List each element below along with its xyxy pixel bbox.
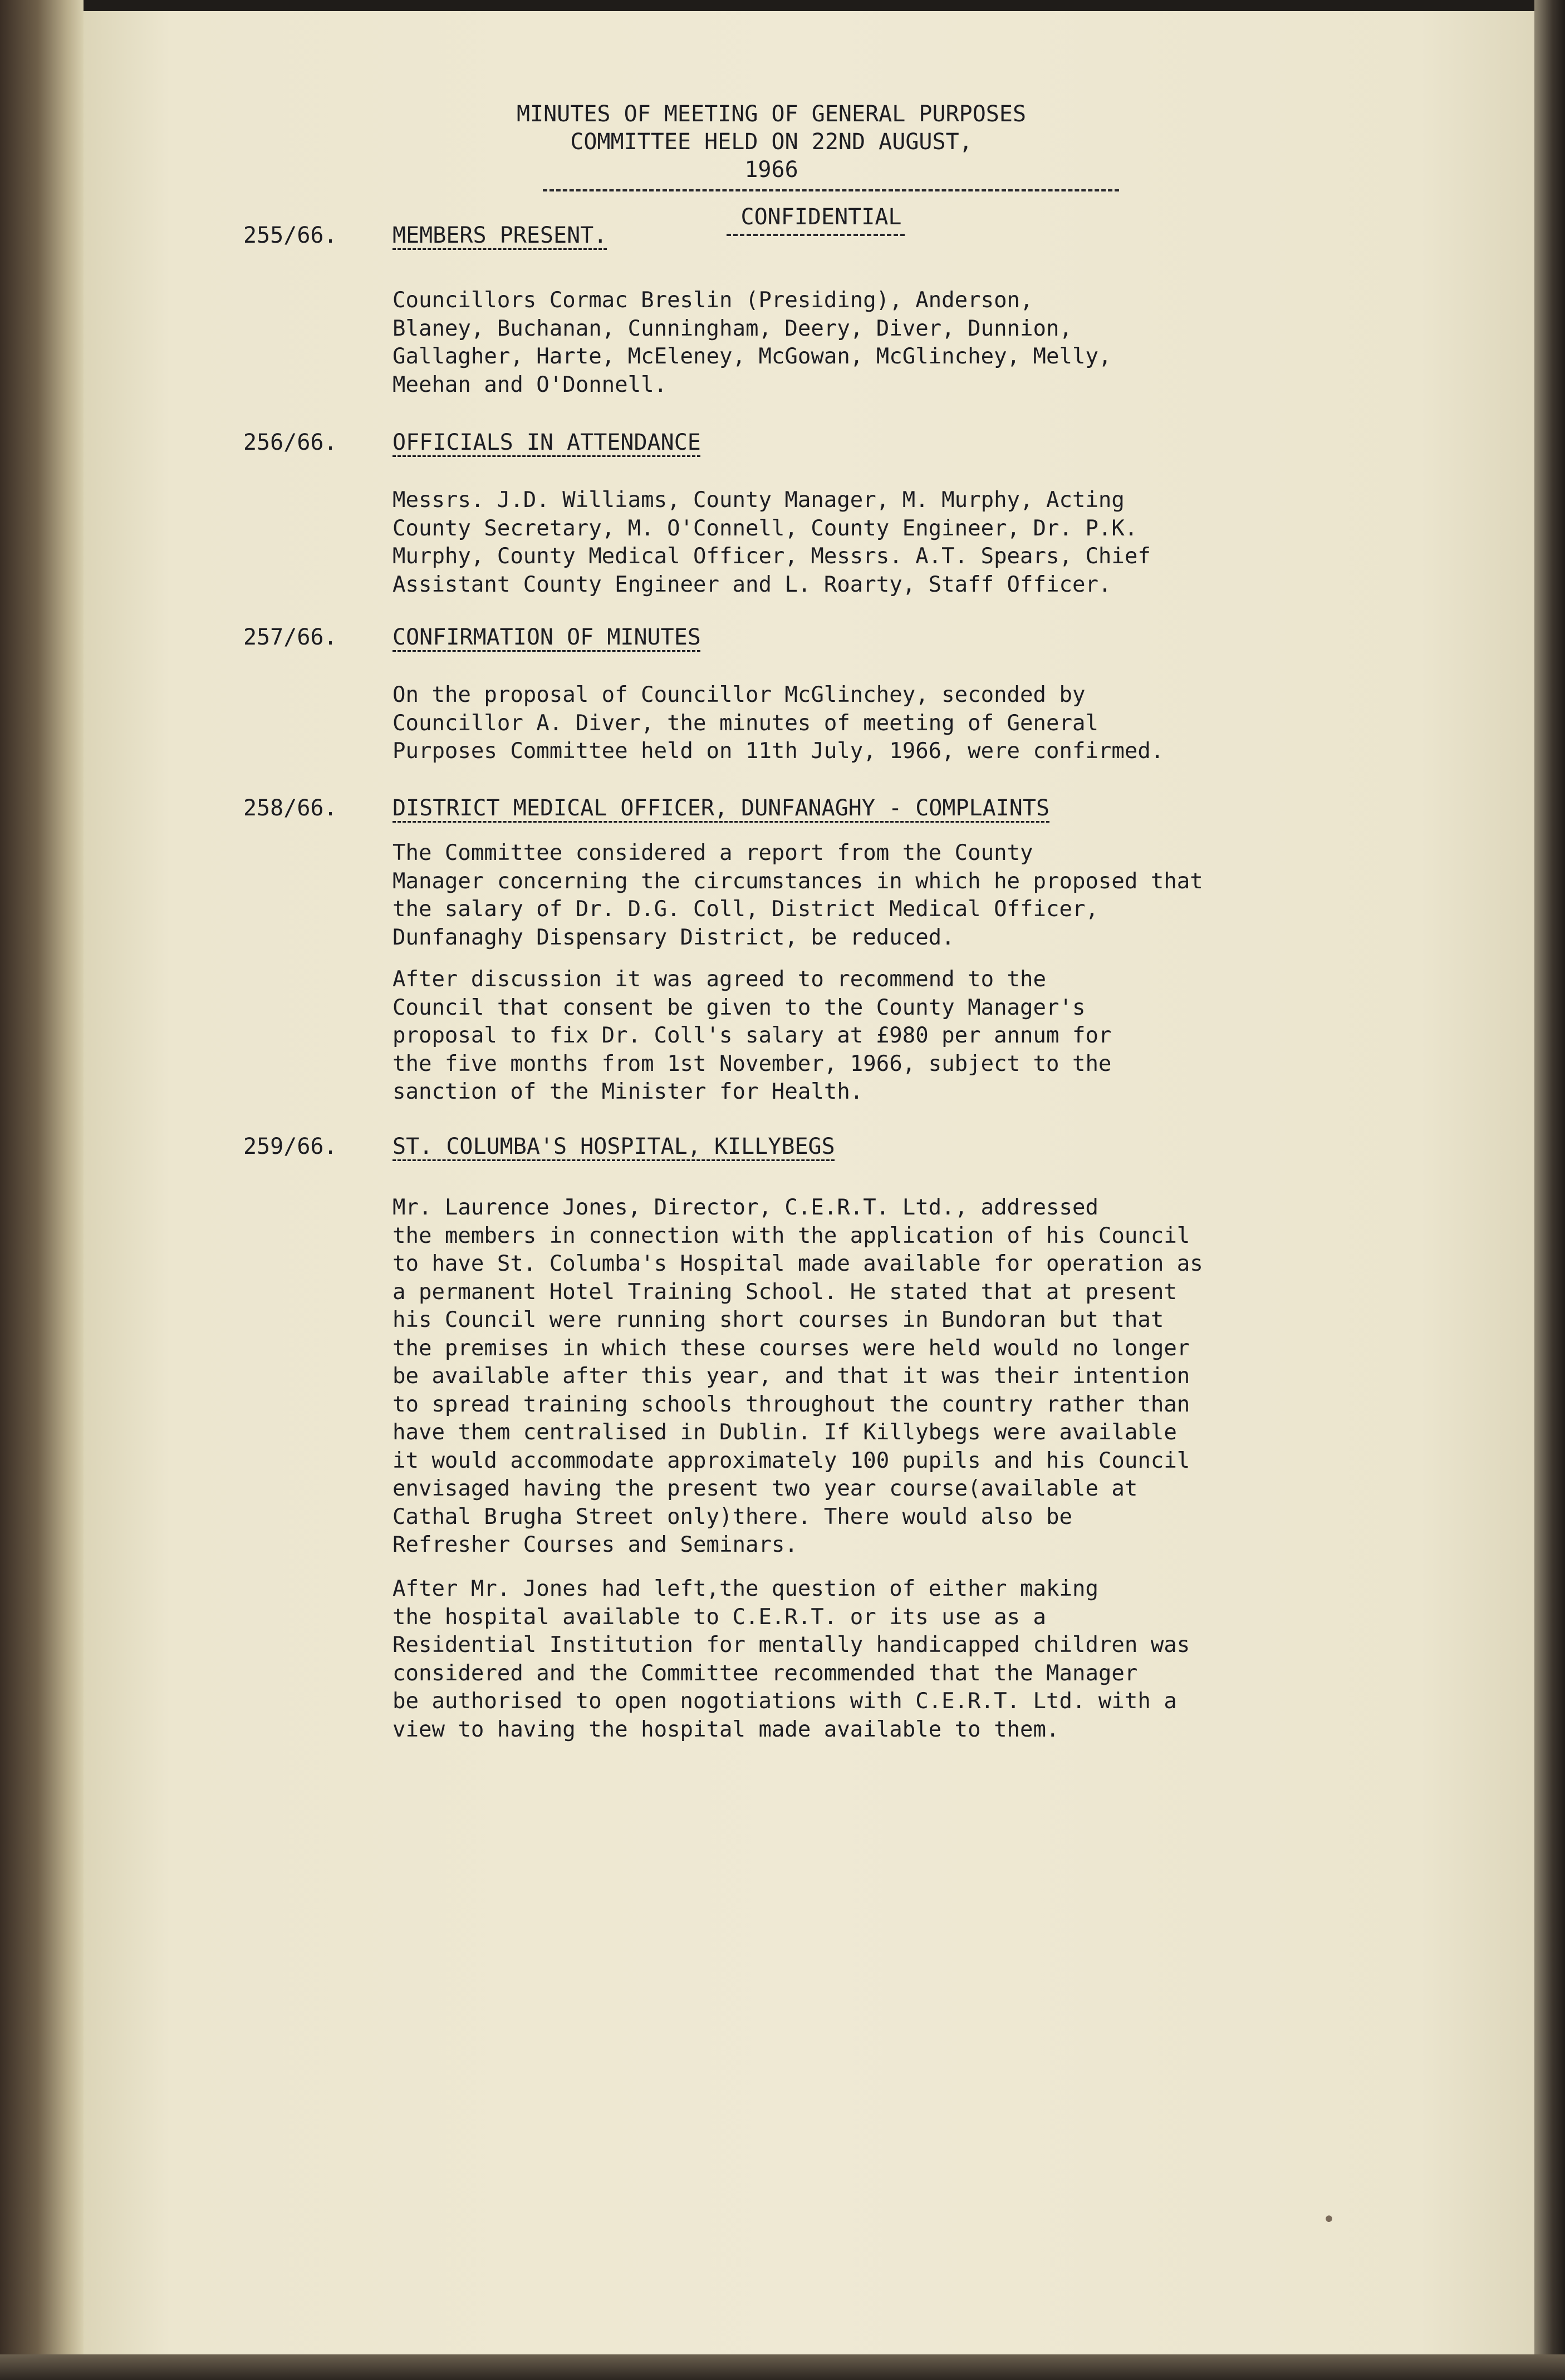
title-line-2: COMMITTEE HELD ON 22ND AUGUST, <box>570 129 973 155</box>
officials-text: Messrs. J.D. Williams, County Manager, M. Murphy, Acting County Secretary, M. O'Connell, County Engineer, Dr. P.K. Murphy, County Medical Officer, Messrs. A.T. Spears, Chief Assistant County Engineer and L. Roarty, Staff Officer. <box>393 488 1151 597</box>
dmo-paragraph-2: After discussion it was agreed to recommend to the Council that consent be given to the County Manager's proposal to fix Dr. Coll's salary at £980 per annum for the five months from 1st November, 1966, subject to the sanction of the Minister for Health. <box>393 967 1112 1104</box>
confirmation-text: On the proposal of Councillor McGlinchey, seconded by Councillor A. Diver, the minutes of meeting of General Purposes Committee held on 11th July, 1966, were confirmed. <box>393 682 1164 764</box>
heading-district-medical-officer: DISTRICT MEDICAL OFFICER, DUNFANAGHY - COMPLAINTS <box>393 795 1050 821</box>
heading-st-columbas-hospital: ST. COLUMBA'S HOSPITAL, KILLYBEGS <box>393 1134 835 1159</box>
confidential-label: CONFIDENTIAL <box>740 204 902 230</box>
minute-number-259: 259/66. <box>243 1134 337 1159</box>
heading-members-present: MEMBERS PRESENT. <box>393 223 607 248</box>
title-line-3: 1966 <box>744 157 798 183</box>
members-present-text: Councillors Cormac Breslin (Presiding), Anderson, Blaney, Buchanan, Cunningham, Deery, Diver, Dunnion, Gallagher, Harte, McEleney, McGowan, McGlinchey, Melly, Meehan and O'Donnell. <box>393 288 1112 397</box>
confidential-dashed-rule <box>727 234 905 236</box>
stray-pen-mark: • <box>1322 2207 1336 2233</box>
dmo-paragraph-1: The Committee considered a report from the County Manager concerning the circumstances in which he proposed that the salary of Dr. D.G. Coll, District Medical Officer, Dunfanaghy Dispensary District, be reduced. <box>393 840 1203 950</box>
minute-number-255: 255/66. <box>243 223 337 248</box>
hospital-paragraph-1: Mr. Laurence Jones, Director, C.E.R.T. Ltd., addressed the members in connection with the application of his Council to have St. Columba's Hospital made available for operation as a permanent Hotel Training School. He stated that at present his Council were running short courses in Bundoran but that the premises in which these courses were held would no longer be available after this year, and that it was their intention to spread training schools throughout the country rather than have them centralised in Dublin. If Killybegs were available it would accommodate approximately 100 pupils and his Council envisaged having the present two year course(available at Cathal Brugha Street only)there. There would also be Refresher Courses and Seminars. <box>393 1195 1203 1557</box>
heading-confirmation-of-minutes: CONFIRMATION OF MINUTES <box>393 624 701 650</box>
minute-number-257: 257/66. <box>243 624 337 650</box>
hospital-paragraph-2: After Mr. Jones had left,the question of either making the hospital available to C.E.R.T. or its use as a Residential Institution for mentally handicapped children was considered and the Committee recommended that the Manager be authorised to open nogotiations with C.E.R.T. Ltd. with a view to having the hospital made available to them. <box>393 1576 1190 1742</box>
heading-officials-in-attendance: OFFICIALS IN ATTENDANCE <box>393 430 701 455</box>
minute-number-258: 258/66. <box>243 795 337 821</box>
minute-number-256: 256/66. <box>243 430 337 455</box>
title-line-1: MINUTES OF MEETING OF GENERAL PURPOSES <box>516 101 1027 127</box>
title-dashed-rule <box>543 189 1119 191</box>
